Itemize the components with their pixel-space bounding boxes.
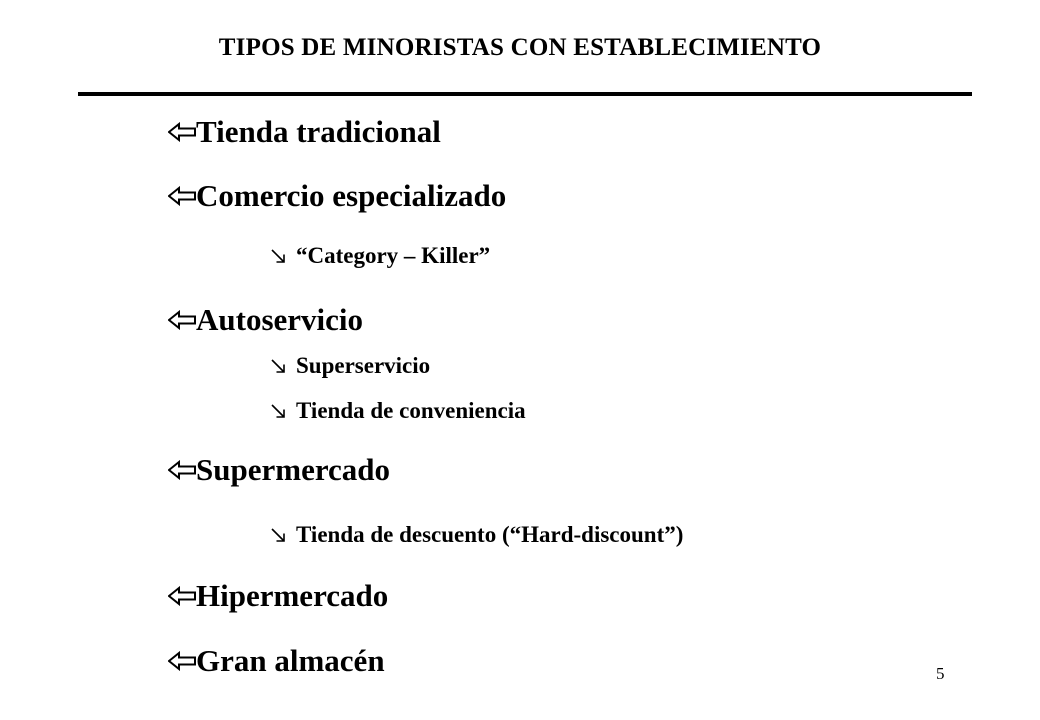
hollow-left-arrow-icon [168,460,196,480]
sub-item-label: “Category – Killer” [296,243,491,268]
sub-item-label: Tienda de descuento (“Hard-discount”) [296,522,684,547]
diagonal-arrow-icon [270,358,286,374]
sub-item-tienda-de-conveniencia [270,398,526,424]
hollow-left-arrow-icon [168,186,196,206]
list-item-supermercado [168,452,390,488]
list-item-label: Supermercado [196,452,391,487]
sub-item-superservicio [270,353,430,379]
list-item-label: Gran almacén [196,643,385,678]
diagonal-arrow-icon [270,248,286,264]
sub-item-label: Tienda de conveniencia [296,398,526,423]
hollow-left-arrow-icon [168,122,196,142]
list-item-hipermercado [168,578,388,614]
hollow-left-arrow-icon [168,586,196,606]
sub-item-label: Superservicio [296,353,431,378]
list-item-label: Tienda tradicional [196,114,441,149]
list-item-autoservicio [168,302,363,338]
hollow-left-arrow-icon [168,310,196,330]
sub-item-category-killer [270,243,490,269]
slide-title: TIPOS DE MINORISTAS CON ESTABLECIMIENTO [218,34,822,61]
diagonal-arrow-icon [270,403,286,419]
hollow-left-arrow-icon [168,651,196,671]
list-item-label: Autoservicio [196,302,364,337]
list-item-comercio-especializado [168,178,506,214]
list-item-label: Comercio especializado [196,178,507,213]
sub-item-tienda-de-descuento [270,522,683,548]
list-item-tienda-tradicional [168,114,441,150]
list-item-gran-almacen [168,643,385,679]
title-divider [78,92,972,96]
list-item-label: Hipermercado [196,578,389,613]
diagonal-arrow-icon [270,527,286,543]
page-number: 5 [936,664,945,683]
